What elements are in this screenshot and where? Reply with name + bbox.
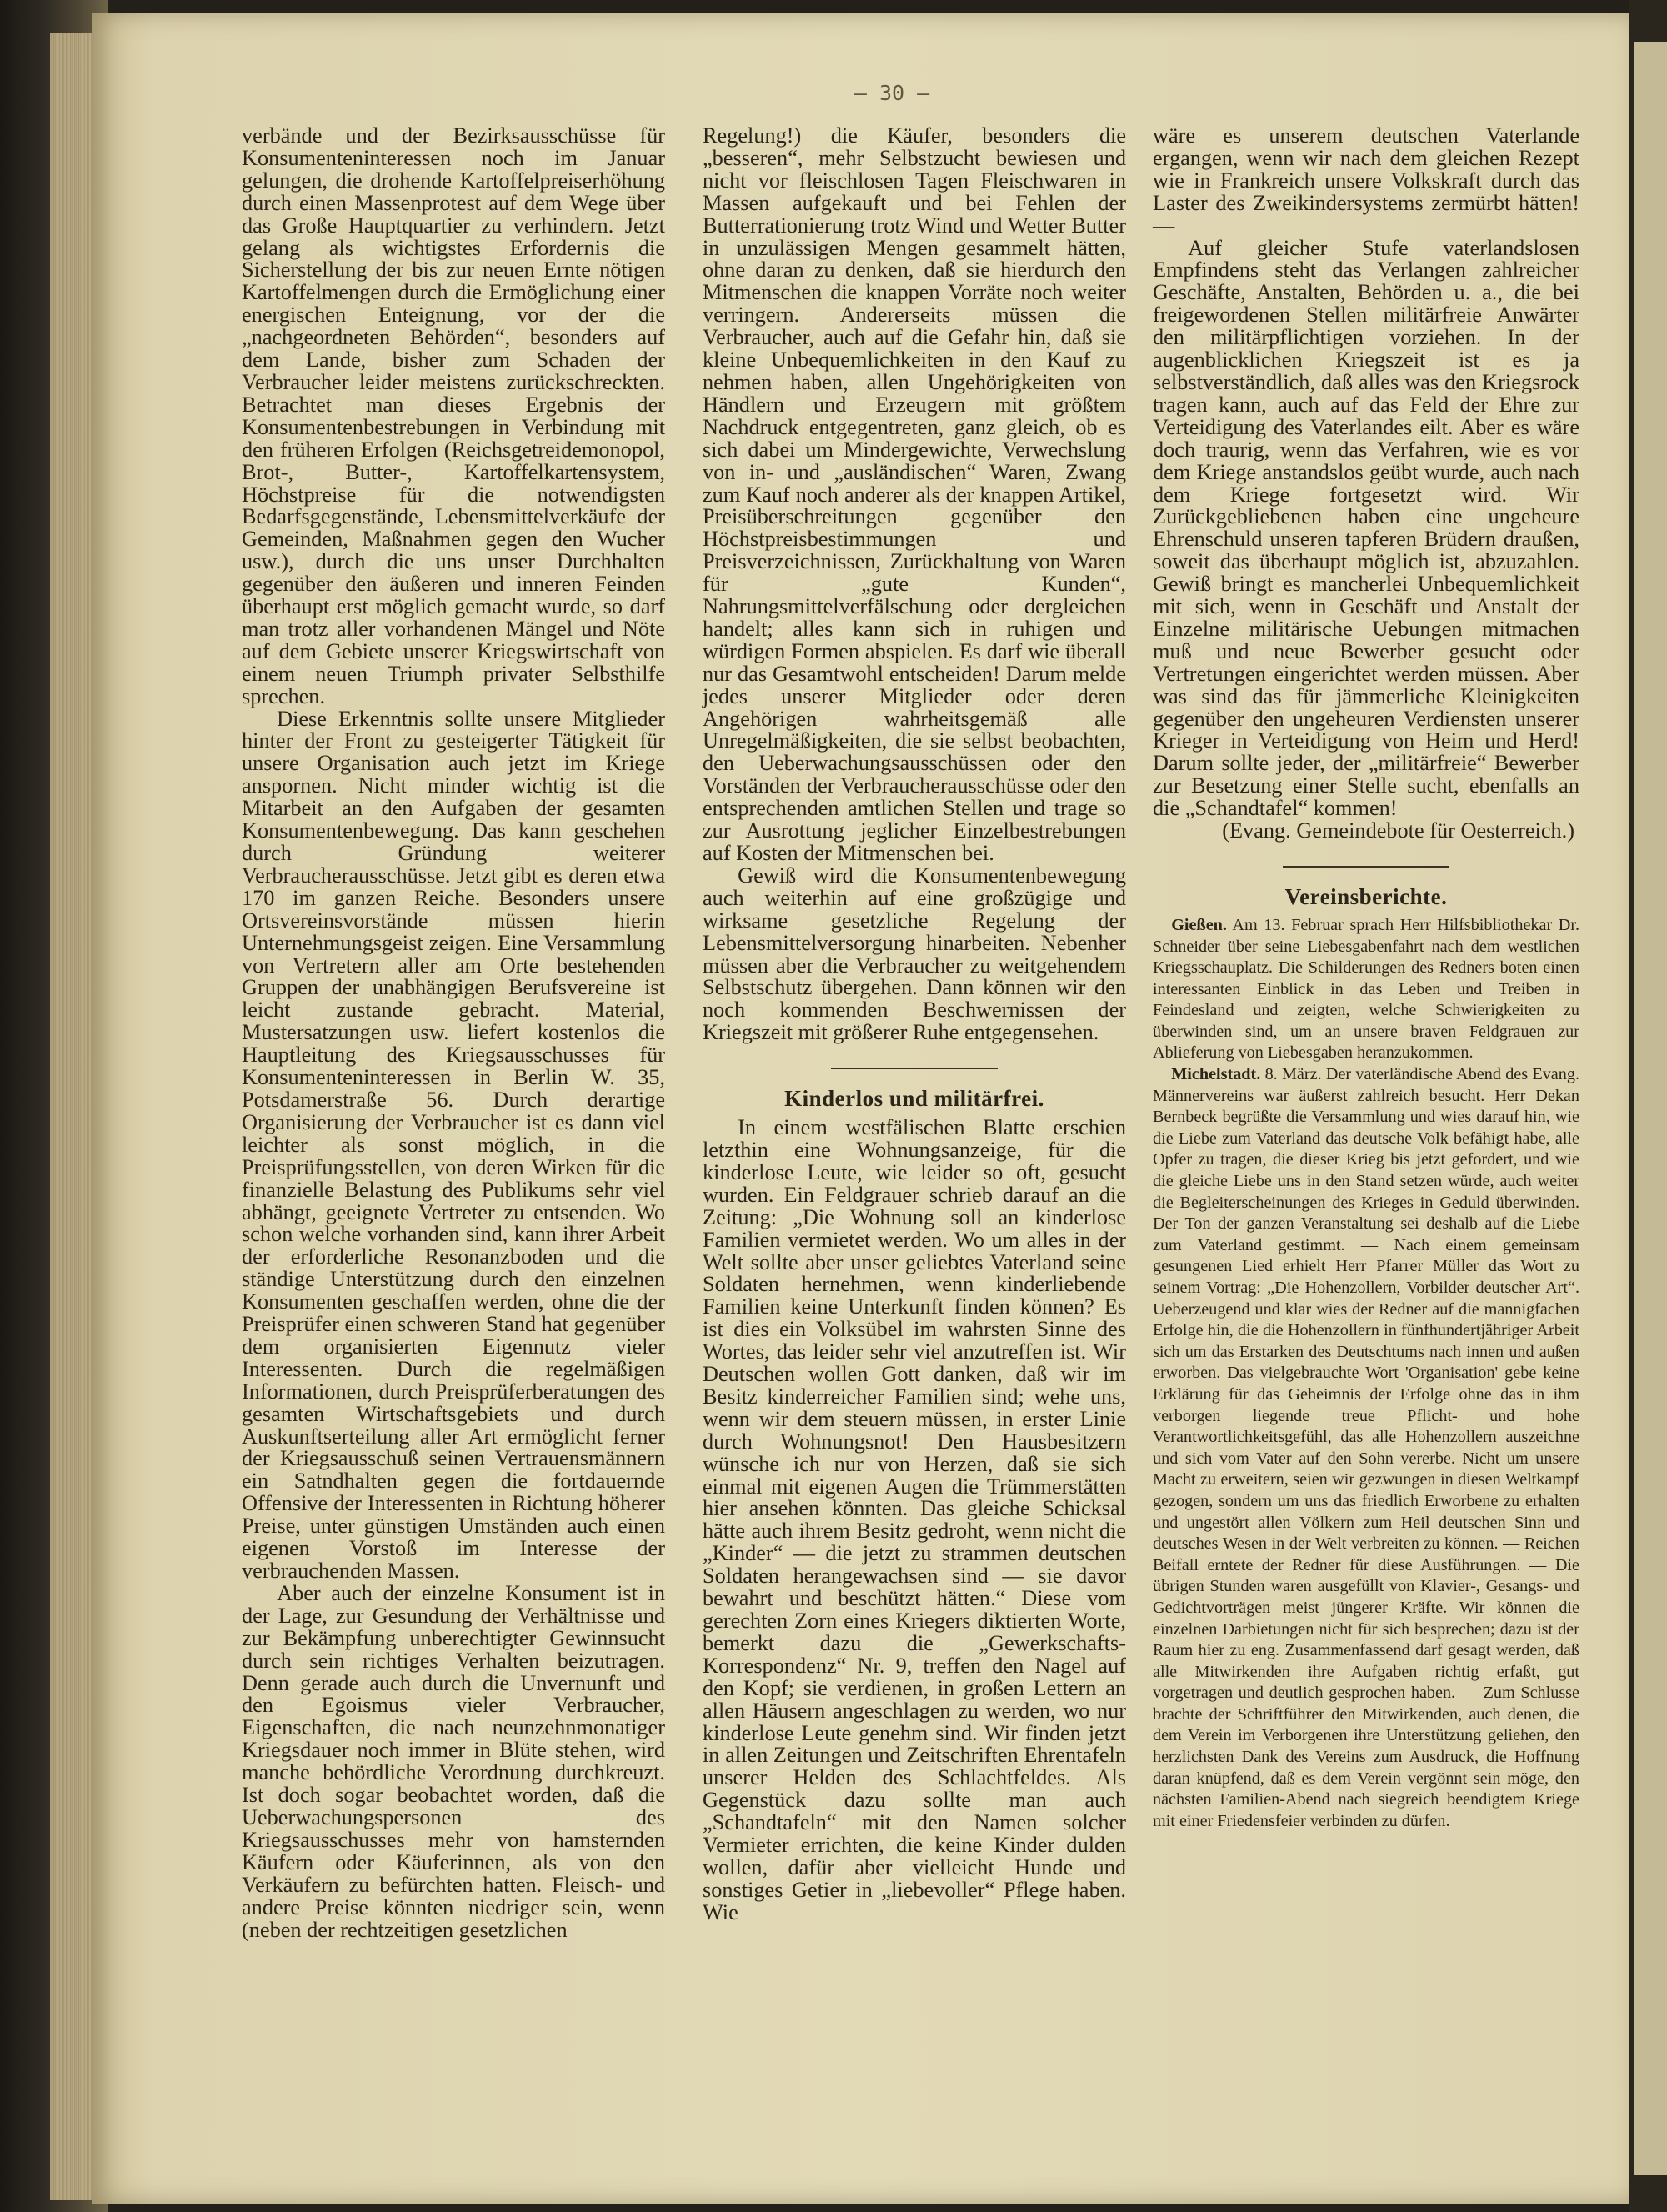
report-item [1153, 915, 1579, 1064]
column-2 [703, 125, 1126, 1924]
paragraph: wäre es unserem deutschen Vaterlande ergangen, wenn wir nach dem gleichen Rezept wie in Frankreich unsere Volkskraft durch das Laster des Zweikindersystems zermürbt hätten! — [1153, 123, 1579, 238]
report-place: Gießen. [1171, 915, 1227, 934]
column-1 [242, 125, 665, 1941]
report-place: Michelstadt. [1171, 1065, 1261, 1084]
paragraph: Gewiß wird die Konsumentenbewegung auch weiterhin auf eine großzügige und wirksame gesetzliche Regelung der Lebensmittelversorgung hinarbeiten. Nebenher müssen aber die Verbraucher zu weitgehendem Selbstschutz übergehen. Dann können wir den noch kommenden Beschwernissen der Kriegszeit mit größerer Ruhe entgegensehen. [703, 863, 1126, 1045]
reports [1153, 915, 1579, 1833]
paragraph: Regelung!) die Käufer, besonders die „besseren“, mehr Selbstzucht bewiesen und nicht vor fleischlosen Tagen Fleischwaren in Massen aufgekauft und bei Fehlen der Butterrationierung trotz Wind und Wetter Butter in unzulässigen Mengen gesammelt hätten, ohne daran zu denken, daß sie hierdurch den Mitmenschen die knappen Vorräte noch weiter verringern. Andererseits müssen die Verbraucher, auch auf die Gefahr hin, daß sie kleine Unbequemlichkeiten in den Kauf zu nehmen haben, allen Ungehörigkeiten von Händlern und Erzeugern mit größtem Nachdruck entgegentreten, ganz gleich, ob es sich dabei um Mindergewichte, Verwechslung von in- und „ausländischen“ Waren, Zwang zum Kauf noch anderer als der knappen Artikel, Preisüberschreitungen gegenüber den Höchstpreisbestimmungen und Preisverzeichnissen, Zurückhaltung von Waren für „gute Kunden“, Nahrungsmittelverfälschung oder dergleichen handelt; alles kann sich in ruhigen und würdigen Formen abspielen. Es darf wie überall nur das Gesamtwohl entscheiden! Darum melde jedes unserer Mitglieder oder deren Angehörigen wahrheitsgemäß alle Unregelmäßigkeiten, die sie selbst beobachten, den Ueberwachungsausschüssen oder den Vorständen der Verbraucherausschüsse oder den entsprechenden amtlichen Stellen und trage so zur Ausrottung jeglicher Einzelbestrebungen auf Kosten der Mitmenschen bei. [703, 123, 1126, 865]
paragraph: Aber auch der einzelne Konsument ist in der Lage, zur Gesundung der Verhältnisse und zur Bekämpfung unberechtigter Gewinnsucht durch sein richtiges Verhalten beizutragen. Denn gerade auch durch die Unvernunft und den Egoismus vieler Verbraucher, Eigenschaften, die nach neunzehnmonatiger Kriegsdauer noch immer in Blüte stehen, wird manche behördliche Verordnung durchkreuzt. Ist doch sogar beobachtet worden, daß die Ueberwachungspersonen des Kriegsausschusses mehr von hamsternden Käufern oder Käuferinnen, als von den Verkäufern zu befürchten hatten. Fleisch- und andere Preise könnten niedriger sein, wenn (neben der rechtzeitigen gesetzlichen [242, 1580, 665, 1942]
report-text: Am 13. Februar sprach Herr Hilfsbibliothekar Dr. Schneider über seine Liebesgabenfahrt nach dem westlichen Kriegsschauplatz. Die Schilderungen des Redners boten einen interessanten Einblick in das Leben und Treiben in Feindesland und zeigten, welche Schwierigkeiten zu überwinden sind, um an unsere braven Feldgrauen zur Ablieferung von Liebesgaben heranzukommen. [1153, 915, 1579, 1063]
next-page-edge [1634, 42, 1667, 2175]
column-3 [1153, 125, 1579, 1832]
paragraph: Auf gleicher Stufe vaterlandslosen Empfindens steht das Verlangen zahlreicher Geschäfte, Anstalten, Behörden u. a., die bei freigewordenen Stellen militärfreie Anwärter den militärpflichtigen vorziehen. In der augenblicklichen Kriegszeit ist es ja selbstverständlich, daß alles was den Kriegsrock tragen kann, auch auf das Feld der Ehre zur Verteidigung des Vaterlandes eilt. Aber es wäre doch traurig, wenn das Verfahren, wie es vor dem Kriege anstandslos geübt wurde, auch nach dem Kriege fortgesetzt wird. Wir Zurückgebliebenen haben eine ungeheure Ehrenschuld unseren tapferen Brüdern draußen, soweit das überhaupt möglich ist, abzuzahlen. Gewiß bringt es mancherlei Unbequemlichkeit mit sich, wenn in Geschäft und Anstalt der Einzelne militärische Uebungen mitmachen muß und neue Bewerber gesucht oder Vertretungen eingerichtet werden müssen. Aber was sind das für jämmerliche Kleinigkeiten gegenüber den ungeheuren Verdiensten unserer Krieger in Verteidigung von Heim und Herd! Darum sollte jeder, der „militärfreie“ Bewerber zur Besetzung einer Stelle sucht, ebenfalls an die „Schandtafel“ kommen! [1153, 235, 1579, 821]
report-item [1153, 1064, 1579, 1832]
paragraph: Diese Erkenntnis sollte unsere Mitglieder hinter der Front zu gesteigerter Tätigkeit für unsere Organisation auch jetzt im Kriege anspornen. Nicht minder wichtig ist die Mitarbeit an den Aufgaben der gesamten Konsumentenbewegung. Das kann geschehen durch Gründung weiterer Verbraucherausschüsse. Jetzt gibt es deren etwa 170 im ganzen Reiche. Besonders unsere Ortsvereinsvorstände müssen hierin Unternehmungsgeist zeigen. Eine Versammlung von Vertretern aller am Orte bestehenden Gruppen der unabhängigen Berufsvereine ist leicht zustande gebracht. Material, Mustersatzungen usw. liefert kostenlos die Hauptleitung des Kriegsausschusses für Konsumenteninteressen in Berlin W. 35, Potsdamerstraße 56. Durch derartige Organisierung der Verbraucher ist es dann viel leichter als sonst möglich, in die Preisprüfungsstellen, von deren Wirken für die finanzielle Belastung des Publikums sehr viel abhängt, geeignete Vertreter zu entsenden. Wo schon welche vorhanden sind, kann ihrer Arbeit der erforderliche Resonanzboden und die ständige Unterstützung durch den einzelnen Konsumenten geschaffen werden, ohne die der Preisprüfer einen schweren Stand hat gegenüber dem organisierten Eigennutz vieler Interessenten. Durch die regelmäßigen Informationen, durch Preisprüferberatungen des gesamten Wirtschaftsgebiets und durch Auskunftserteilung aller Art ermöglicht ferner der Kriegsausschuß seinen Vertrauensmännern ein Satndhalten gegen die fortdauernde Offensive der Interessenten in Richtung höherer Preise, unter günstigen Umständen auch einen eigenen Vorstoß im Interesse der verbrauchenden Massen. [242, 706, 665, 1583]
section-divider [831, 1068, 998, 1069]
article-heading: Kinderlos und militärfrei. [784, 1086, 1044, 1112]
paragraph: In einem westfälischen Blatte erschien letzthin eine Wohnungsanzeige, für die kinderlose Leute, wie leider so oft, gesucht wurden. Ein Feldgrauer schrieb darauf an die Zeitung: „Die Wohnung soll an kinderlose Familien vermietet werden. Wo um alles in der Welt sollte aber unser geliebtes Vaterland seine Soldaten hernehmen, wenn kinderliebende Familien keine Unterkunft finden können? Es ist dies ein Volksübel im wahrsten Sinne des Wortes, das leider sehr viel anzutreffen ist. Wir Deutschen wollen Gott danken, daß wir im Besitz kinderreicher Familien sind; wehe uns, wenn wir dem steuern müssen, in erster Linie durch Wohnungsnot! Den Hausbesitzern wünsche ich nur von Herzen, daß sie sich einmal mit eigenen Augen die Trümmerstätten hier ansehen könnten. Das gleiche Schicksal hätte auch ihrem Besitz gedroht, wenn nicht die „Kinder“ — die jetzt zu strammen deutschen Soldaten herangewachsen sind — sie davor bewahrt und beschützt hätten.“ Diese vom gerechten Zorn eines Kriegers diktierten Worte, bemerkt dazu die „Gewerkschafts-Korrespondenz“ Nr. 9, treffen den Nagel auf den Kopf; sie verdienen, in großen Lettern an allen Häusern angeschlagen zu werden, wo nur kinderlose Leute genehm sind. Wir finden jetzt in allen Zeitungen und Zeitschriften Ehrentafeln unserer Helden des Schlachtfeldes. Als Gegenstück dazu sollte man auch „Schandtafeln“ mit den Namen solcher Vermieter errichten, die keine Kinder dulden wollen, dafür aber vielleicht Hunde und sonstiges Getier in „liebevoller“ Pflege haben. Wie [703, 1115, 1126, 1924]
section-heading: Vereinsberichte. [1284, 884, 1448, 909]
source-attribution: (Evang. Gemeindebote für Oesterreich.) [1222, 818, 1574, 843]
section-divider [1283, 866, 1449, 868]
report-text: 8. März. Der vaterländische Abend des Evang. Männervereins war äußerst zahlreich besucht. Herr Dekan Bernbeck begrüßte die Versammlung und wies darauf hin, wie die Liebe zum Vaterland das deutsche Volk befähigt habe, alle Opfer zu tragen, die dieser Krieg bis jetzt gefordert, und wie die gleiche Liebe uns in den Stand setzen würde, auch weiter die Begleiterscheinungen des Krieges in Geduld überwinden. Der Ton der ganzen Veranstaltung sei deshalb auf die Liebe zum Vaterland gestimmt. — Nach einem gemeinsam gesungenen Lied erhielt Herr Pfarrer Müller das Wort zu seinem Vortrag: „Die Hohenzollern, Vorbilder deutscher Art“. Ueberzeugend und klar wies der Redner auf die mannigfachen Erfolge hin, die die Hohenzollern in fünfhundertjähriger Arbeit sich um das Erstarken des Deutschtums nach innen und außen erworben. Das vielgebrauchte Wort 'Organisation' gebe keine Erklärung für das Geheimnis der Erfolge ohne das in ihm verborgen liegende treue Pflicht- und hohe Verantwortlichkeitsgefühl, das alle Hohenzollern auszeichne und sich vom Vater auf den Sohn vererbe. Nicht um unsere Macht zu erweitern, seien wir gezwungen in diesen Weltkampf gezogen, sondern um uns das friedlich Erworbene zu erhalten und ungestört allen Völkern zum Heil deutschen Sinn und deutsches Wesen in der Welt verbreiten zu können. — Reichen Beifall erntete der Redner für diese Ausführungen. — Die übrigen Stunden waren ausgefüllt von Klavier-, Gesangs- und Gedichtvorträgen meist jüngerer Kräfte. Wir können die einzelnen Darbietungen nicht für sich besprechen; dazu ist der Raum hier zu eng. Zusammenfassend darf gesagt werden, daß alle Mitwirkenden ihre Aufgaben richtig erfaßt, gut vorgetragen und deutlich gesprochen haben. — Zum Schlusse brachte der Schriftführer den Mitwirkenden, auch denen, die dem Verein im Verborgenen ihre Unterstützung geliehen, den herzlichsten Dank des Vereins zum Ausdruck, die Hoffnung daran knüpfend, daß es dem Verein vergönnt sein möge, den nächsten Familien-Abend nach siegreich beendigtem Kriege mit einer Friedensfeier verbinden zu dürfen. [1153, 1065, 1580, 1830]
page-number: — 30 — [854, 81, 930, 105]
paragraph: verbände und der Bezirksausschüsse für Konsumenteninteressen noch im Januar gelungen, die drohende Kartoffelpreiserhöhung durch einen Massenprotest auf dem Wege über das Große Hauptquartier zu verhindern. Jetzt gelang als wichtigstes Erfordernis die Sicherstellung der bis zur neuen Ernte nötigen Kartoffelmengen durch die Ermöglichung einer energischen Enteignung, vor der die „nachgeordneten Behörden“, besonders auf dem Lande, bisher zum Schaden der Verbraucher leider meistens zurückschreckten. Betrachtet man dieses Ergebnis der Konsumentenbestrebungen in Verbindung mit den früheren Erfolgen (Reichsgetreidemonopol, Brot-, Butter-, Kartoffelkartensystem, Höchstpreise für die notwendigsten Bedarfsgegenstände, Lebensmittelverkäufe der Gemeinden, Maßnahmen gegen den Wucher usw.), durch die uns unser Durchhalten gegenüber den äußeren und inneren Feinden überhaupt erst möglich gemacht wurde, so darf man trotz aller vorhandenen Mängel und Nöte auf dem Gebiete unserer Kriegswirtschaft von einem neuen Triumph privater Selbsthilfe sprechen. [242, 123, 665, 708]
